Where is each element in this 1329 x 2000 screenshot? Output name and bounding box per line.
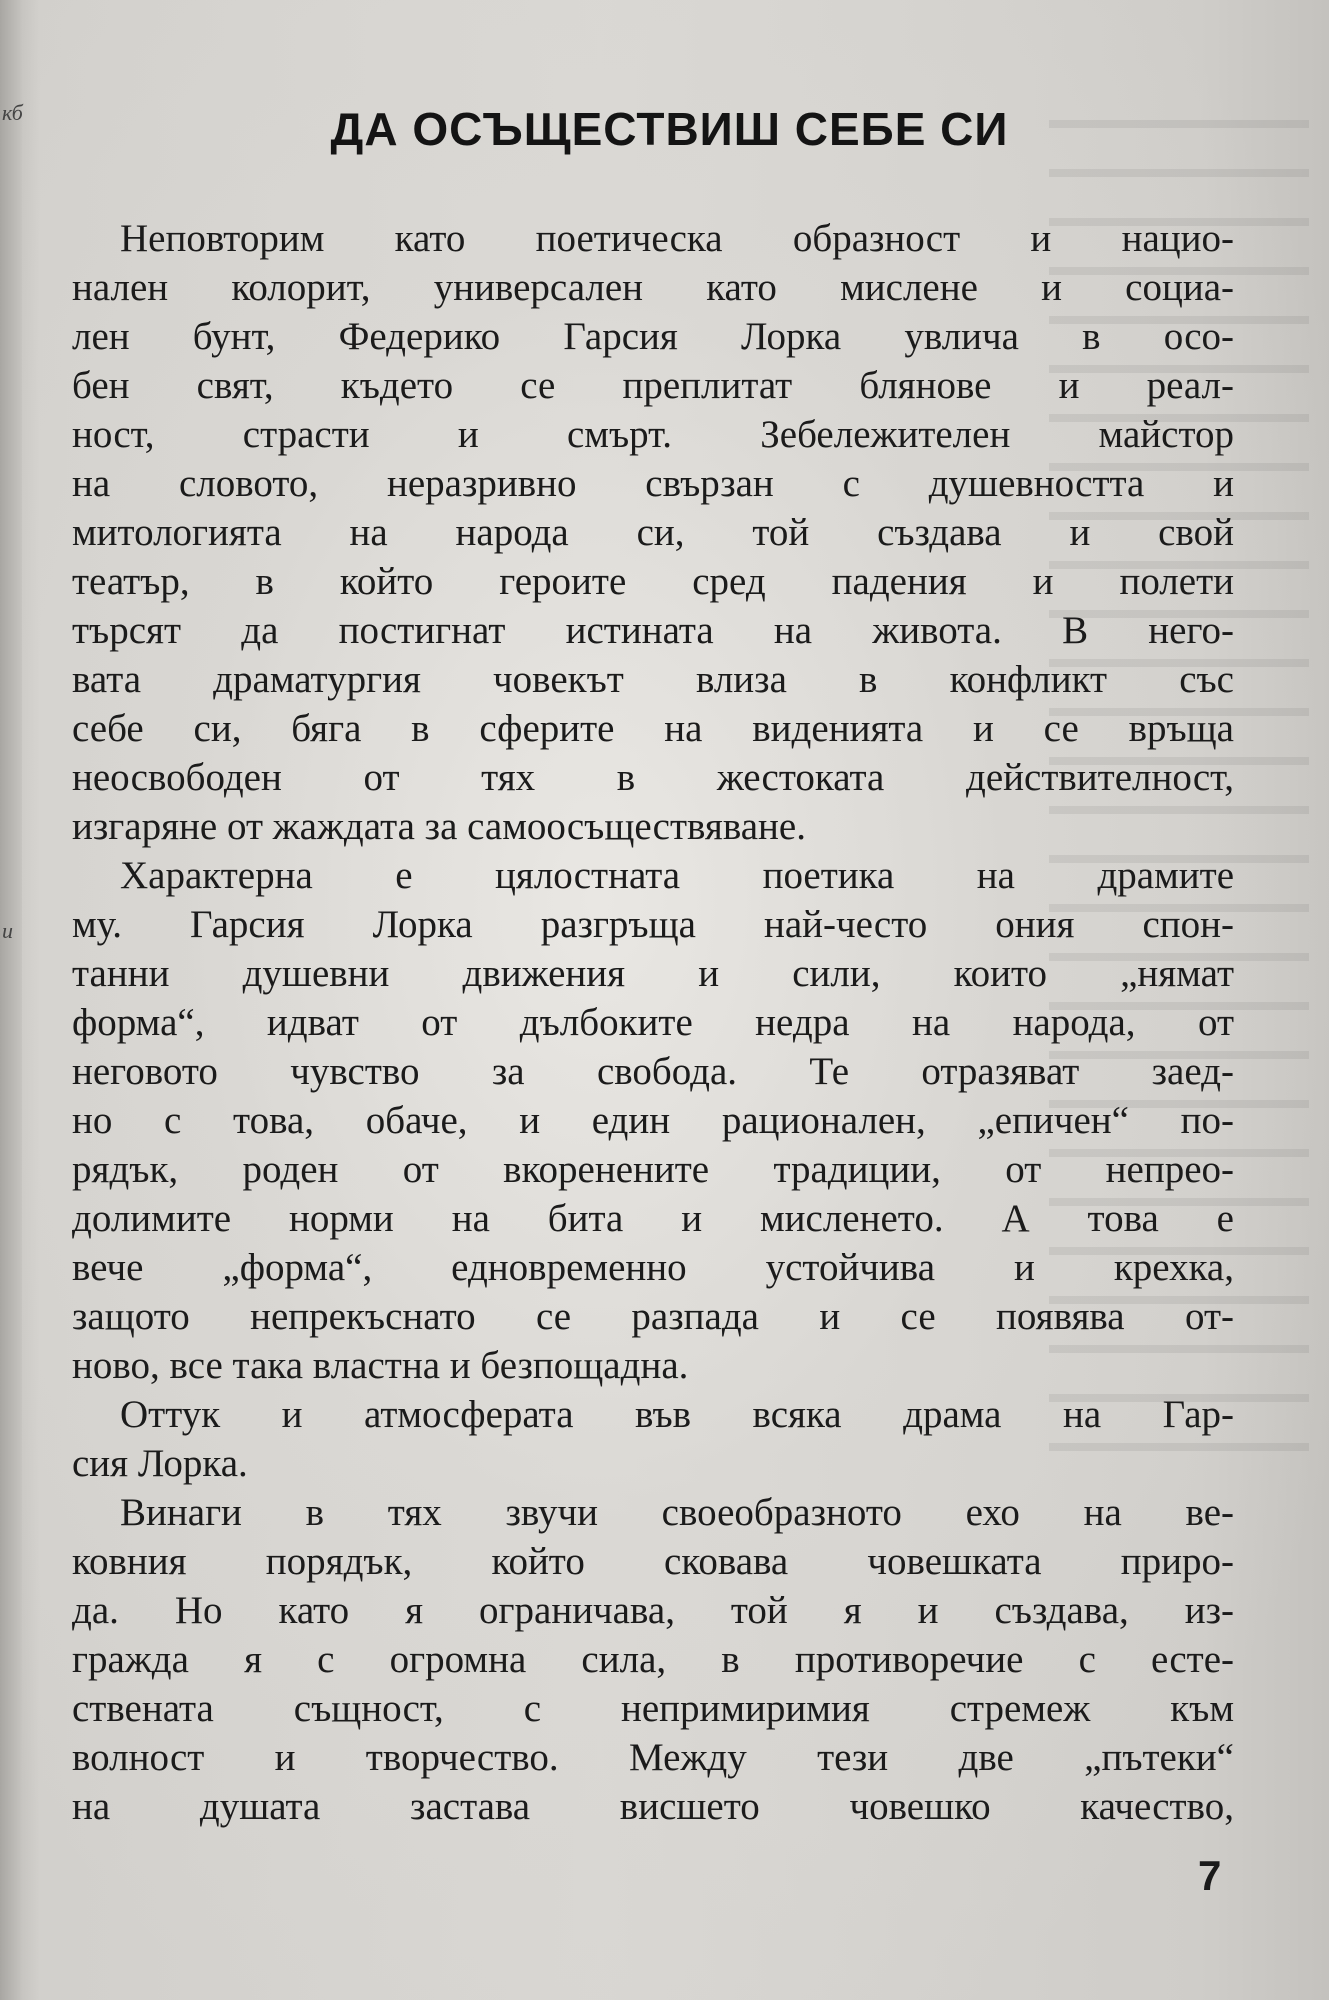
- text-line: гражда я с огромна сила, в противоречие с есте-: [72, 1638, 1234, 1681]
- body-text: [72, 214, 1234, 1831]
- text-line: Винаги в тях звучи своеобразното ехо на ве-: [120, 1491, 1234, 1534]
- text-line: неосвободен от тях в жестоката действителност,: [72, 756, 1234, 799]
- text-line: на душата застава висшето човешко качество,: [72, 1785, 1234, 1828]
- text-line: волност и творчество. Между тези две „пътеки“: [72, 1736, 1234, 1779]
- text-line: вече „форма“, едновременно устойчива и крехка,: [72, 1246, 1234, 1289]
- margin-mark-top: кб: [2, 100, 23, 125]
- text-line: лен бунт, Федерико Гарсия Лорка увлича в осо-: [72, 315, 1234, 358]
- text-line: ствената същност, с непримиримия стремеж към: [72, 1687, 1234, 1730]
- text-line: сия Лорка.: [72, 1442, 248, 1485]
- text-line: но с това, обаче, и един рационален, „епичен“ по-: [72, 1099, 1234, 1142]
- page-number: 7: [1198, 1852, 1222, 1899]
- book-gutter: [0, 0, 22, 2000]
- page-title: ДА ОСЪЩЕСТВИШ СЕБЕ СИ: [330, 103, 1009, 155]
- text-line: себе си, бяга в сферите на виденията и се връща: [72, 707, 1234, 750]
- text-line: защото непрекъснато се разпада и се появява от-: [72, 1295, 1234, 1338]
- text-line: неговото чувство за свобода. Те отразяват заед-: [72, 1050, 1234, 1093]
- text-line: ност, страсти и смърт. Зебележителен майстор: [72, 413, 1234, 456]
- text-line: танни душевни движения и сили, които „нямат: [72, 952, 1234, 995]
- text-line: вата драматургия човекът влиза в конфликт със: [72, 658, 1234, 701]
- text-line: търсят да постигнат истината на живота. В него-: [72, 609, 1234, 652]
- text-line: ново, все така властна и безпощадна.: [72, 1344, 689, 1387]
- text-line: му. Гарсия Лорка разгръща най-често ония спон-: [72, 903, 1234, 946]
- margin-mark-middle: и: [2, 918, 13, 943]
- text-line: бен свят, където се преплитат блянове и реал-: [72, 364, 1234, 407]
- text-line: рядък, роден от вкоренените традиции, от непрео-: [72, 1148, 1234, 1191]
- text-line: Оттук и атмосферата във всяка драма на Гар-: [120, 1393, 1234, 1436]
- text-line: форма“, идват от дълбоките недра на народа, от: [72, 1001, 1234, 1044]
- text-line: да. Но като я ограничава, той я и създава, из-: [72, 1589, 1234, 1632]
- text-line: изгаряне от жаждата за самоосъществяване.: [72, 805, 806, 848]
- text-line: театър, в който героите сред падения и полети: [72, 560, 1234, 603]
- text-line: долимите норми на бита и мисленето. А това е: [72, 1197, 1234, 1240]
- text-line: Неповторим като поетическа образност и нацио-: [120, 217, 1234, 260]
- text-line: Характерна е цялостната поетика на драмите: [120, 854, 1234, 897]
- text-line: митологията на народа си, той създава и свой: [72, 511, 1234, 554]
- text-line: ковния порядък, който сковава човешката приро-: [72, 1540, 1234, 1583]
- text-line: на словото, неразривно свързан с душевността и: [72, 462, 1234, 505]
- text-line: нален колорит, универсален като мислене и социа-: [72, 266, 1234, 309]
